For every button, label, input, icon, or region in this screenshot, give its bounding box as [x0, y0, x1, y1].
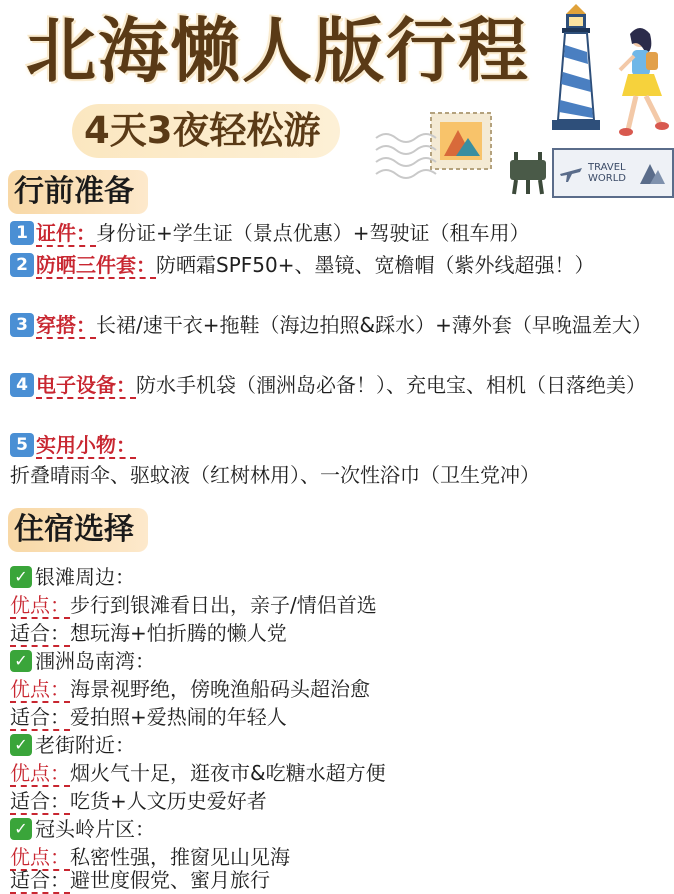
prep-item-text: 身份证+学生证（景点优惠）+驾驶证（租车用） [96, 221, 530, 245]
stay-area-fit [10, 619, 665, 647]
postmark-waves-icon [372, 118, 442, 198]
prep-item [10, 370, 665, 400]
pro-label: 优点： [10, 845, 70, 869]
page-title: 北海懒人版行程 [26, 10, 530, 92]
fit-text: 避世度假党、蜜月旅行 [70, 868, 270, 892]
travel-stamp-text: TRAVEL WORLD [588, 162, 626, 184]
number-badge: 3 [10, 313, 34, 337]
fit-text: 爱拍照+爱热闹的年轻人 [70, 705, 287, 729]
pro-text: 步行到银滩看日出，亲子/情侣首选 [70, 593, 377, 617]
fit-label: 适合： [10, 789, 70, 813]
mountain-icon [638, 158, 666, 186]
number-badge: 5 [10, 433, 34, 457]
fit-label: 适合： [10, 705, 70, 729]
section-heading-prep: 行前准备 [8, 170, 148, 214]
traveler-girl-icon [610, 20, 674, 145]
stay-area-name: ✓ 老街附近： [10, 731, 665, 759]
prep-item-text: 防晒霜SPF50+、墨镜、宽檐帽（紫外线超强！） [156, 253, 595, 277]
checkmark-icon: ✓ [10, 650, 32, 672]
pro-text: 烟火气十足，逛夜市&吃糖水超方便 [70, 761, 386, 785]
prep-item-key: 防晒三件套： [36, 253, 156, 277]
pro-text: 私密性强，推窗见山见海 [70, 845, 290, 869]
travel-stamp [552, 148, 674, 198]
number-badge: 1 [10, 221, 34, 245]
stay-area-name: ✓ 银滩周边： [10, 563, 665, 591]
pro-label: 优点： [10, 761, 70, 785]
pro-label: 优点： [10, 677, 70, 701]
checkmark-icon: ✓ [10, 818, 32, 840]
stay-area-pro [10, 759, 665, 787]
prep-item [10, 218, 665, 248]
section-heading-stay: 住宿选择 [8, 508, 148, 552]
pro-label: 优点： [10, 593, 70, 617]
stay-area-fit [10, 703, 665, 731]
cauldron-icon [504, 148, 552, 196]
pro-text: 海景视野绝，傍晚渔船码头超治愈 [70, 677, 370, 701]
prep-item-text: 防水手机袋（涠洲岛必备！）、充电宝、相机（日落绝美） [136, 373, 646, 397]
stay-area-name: ✓ 涠洲岛南湾： [10, 647, 665, 675]
prep-item [10, 430, 665, 490]
fit-text: 想玩海+怕折腾的懒人党 [70, 621, 287, 645]
stay-area-fit [10, 787, 665, 815]
fit-label: 适合： [10, 621, 70, 645]
prep-item-key: 证件： [36, 221, 96, 245]
prep-item-text: 长裙/速干衣+拖鞋（海边拍照&踩水）+薄外套（早晚温差大） [96, 313, 652, 337]
stay-area-name: ✓ 冠头岭片区： [10, 815, 665, 843]
checkmark-icon: ✓ [10, 566, 32, 588]
stay-area-pro [10, 675, 665, 703]
prep-item [10, 250, 665, 280]
airplane-icon [558, 160, 584, 186]
prep-item [10, 310, 665, 340]
fit-label: 适合： [10, 868, 70, 892]
prep-item-key: 实用小物： [36, 433, 136, 457]
fit-text: 吃货+人文历史爱好者 [70, 789, 267, 813]
page-subtitle: 4天3夜轻松游 [84, 109, 321, 152]
prep-item-key: 穿搭： [36, 313, 96, 337]
number-badge: 2 [10, 253, 34, 277]
prep-item-text: 折叠晴雨伞、驱蚊液（红树林用）、一次性浴巾（卫生党冲） [10, 463, 540, 487]
number-badge: 4 [10, 373, 34, 397]
checkmark-icon: ✓ [10, 734, 32, 756]
prep-item-key: 电子设备： [36, 373, 136, 397]
stay-area-fit [10, 866, 665, 894]
lighthouse-icon [536, 0, 616, 140]
stay-area-pro [10, 591, 665, 619]
